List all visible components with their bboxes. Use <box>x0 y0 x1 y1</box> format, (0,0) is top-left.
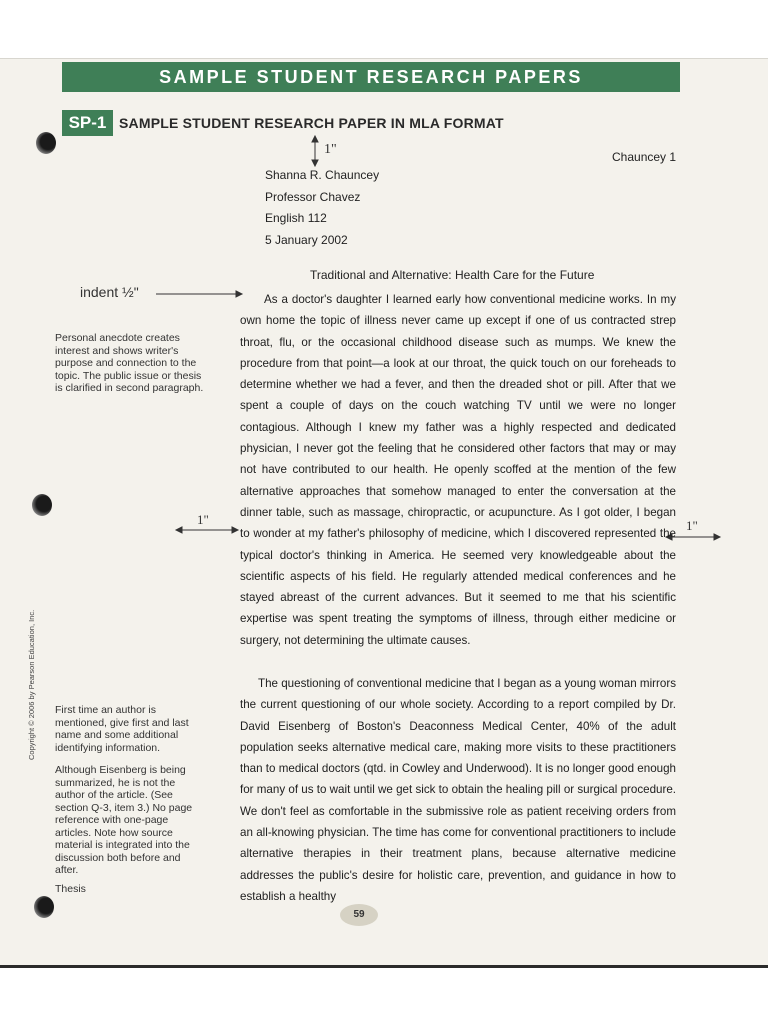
copyright-notice: Copyright © 2006 by Pearson Education, Inc. <box>27 609 36 760</box>
section-code: SP-1 <box>62 110 113 136</box>
paper-date: 5 January 2002 <box>265 232 348 247</box>
section-title: SAMPLE STUDENT RESEARCH PAPER IN MLA FORMAT <box>119 115 504 131</box>
margin-note-thesis: Thesis <box>55 883 86 895</box>
student-name: Shanna R. Chauncey <box>265 168 380 182</box>
paragraph-2-text: The questioning of conventional medicine that I began as a young woman mirrors the current questioning of our whole society. According to a report compiled by Dr. David Eisenberg of Boston's Deaconness Medical Center, 40% of the adult population seeks alternative medical care, making more visits to these practitioners than to medical doctors (qtd. in Cowley and Underwood). It is no longer good enough for many of us to wait until we get sick to obtain the healing pill or surgical procedure. We don't feel as comfortable in the submissive role as patient receiving orders from an all-knowing physician. The time has come for conventional practitioners to include alternative therapies in their treatment plans, because alternative medicine addresses the public's desire for holistic care, prevention, and guidance in how to establish a healthy <box>240 677 676 903</box>
right-margin-label: 1" <box>686 518 698 533</box>
page-number: 59 <box>340 904 378 926</box>
running-head: Chauncey 1 <box>612 150 677 164</box>
paragraph-2 <box>240 673 676 907</box>
banner: SAMPLE STUDENT RESEARCH PAPERS <box>62 62 680 92</box>
paper-title: Traditional and Alternative: Health Care for the Future <box>310 268 595 282</box>
paper-heading <box>265 165 379 251</box>
left-margin-label: 1" <box>197 512 209 527</box>
paragraph-1 <box>240 289 676 651</box>
margin-note-source: Although Eisenberg is being summarized, he is not the author of the article. (See section Q-3, item 3.) No page reference with one-page articles. Note how source material is integrated into the discussion both before and after. <box>55 764 193 876</box>
top-margin-label: 1" <box>324 142 337 157</box>
paragraph-1-text: As a doctor's daughter I learned early how conventional medicine works. In my own home the topic of illness never came up except if one of us contracted strep throat, flu, or the occasional childhood disease such as mumps. We knew the procedure from that point—a look at our throat, the quick touch on our foreheads to determine whether we had a fever, and then the dreaded shot or pill. After that we spent a couple of days on the couch watching TV until we were no longer contagious. Although I knew my father was a highly respected and dedicated physician, I never got the feeling that he considered other factors that may or may not have contributed to our health. He openly scoffed at the mention of the few alternative approaches that somehow managed to enter the conversation at the dinner table, such as massage, chiropractic, or acupuncture. As I got older, I began to wonder at my father's philosophy of medicine, which I discovered represented the typical doctor's thinking in America. He seemed very knowledgeable about the scientific aspects of his field. He regularly attended medical conferences and he stayed abreast of the current advances. But it seemed to me that his scientific expertise was spent treating the symptoms of illness, through either medicine or surgery, not determining the ultimate causes. <box>240 293 676 647</box>
professor-name: Professor Chavez <box>265 189 361 204</box>
margin-note-anecdote: Personal anecdote creates interest and shows writer's purpose and connection to the topic. The public issue or thesis is clarified in second paragraph. <box>55 332 204 394</box>
margin-note-author: First time an author is mentioned, give first and last name and some additional identifying information. <box>55 704 189 754</box>
course-name: English 112 <box>265 211 327 225</box>
indent-label: indent ½" <box>80 284 139 300</box>
